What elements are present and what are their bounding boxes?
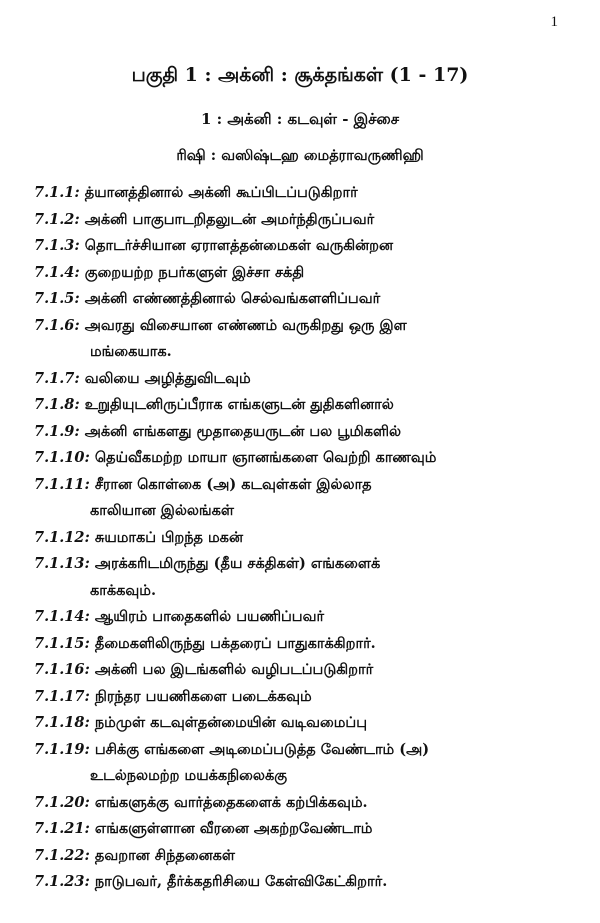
verse-number: 7.1.8:: [34, 396, 80, 413]
verse-continuation: மங்கையாக.: [90, 343, 172, 360]
verse-item: [34, 445, 582, 472]
verse-item: [34, 180, 582, 207]
verse-text: அவரது விசையான எண்ணம் வருகிறது ஒரு இள: [84, 316, 407, 334]
verse-text: த்யானத்தினால் அக்னி கூப்பிடப்படுகிறார்: [84, 184, 358, 201]
verse-item: [34, 604, 582, 631]
verse-text: நிரந்தர பயணிகளை படைக்கவும்: [94, 687, 312, 705]
verse-text: எங்களுள்ளான வீரனை அகற்றவேண்டாம்: [94, 820, 373, 837]
verse-number: 7.1.19:: [34, 740, 90, 758]
verse-number: 7.1.7:: [34, 369, 80, 387]
verse-continuation: காலியான இல்லங்கள்: [90, 502, 234, 519]
verse-number: 7.1.5:: [34, 290, 80, 307]
verse-text: அரக்கரிடமிருந்து (தீய சக்திகள்) எங்களைக்: [94, 555, 381, 572]
verse-item: [34, 207, 582, 234]
verse-number: 7.1.4:: [34, 263, 80, 281]
verse-number: 7.1.2:: [34, 210, 80, 228]
verse-number: 7.1.23:: [34, 873, 90, 890]
verse-number: 7.1.3:: [34, 237, 80, 254]
verse-item: [34, 710, 582, 737]
verse-number: 7.1.16:: [34, 661, 90, 678]
verse-text: தெய்வீகமற்ற மாயா ஞானங்களை வெற்றி காணவும்: [94, 449, 437, 466]
verse-number: 7.1.10:: [34, 449, 90, 466]
verse-text: தீமைகளிலிருந்து பக்தரைப் பாதுகாக்கிறார்.: [94, 634, 376, 652]
hymn-subtitle: 1 : அக்னி : கடவுள் - இச்சை: [200, 110, 400, 128]
verse-item: [34, 286, 582, 313]
verse-number: 7.1.6:: [34, 316, 80, 334]
verse-text: அக்னி பல இடங்களில் வழிபடப்படுகிறார்: [94, 661, 374, 678]
verse-number: 7.1.12:: [34, 528, 90, 546]
page-number: 1: [550, 14, 558, 30]
verse-item: [34, 260, 582, 287]
verse-item: [34, 790, 582, 817]
verse-number: 7.1.11:: [34, 475, 90, 493]
verse-text: தொடர்ச்சியான ஏராளத்தன்மைகள் வருகின்றன: [84, 237, 394, 254]
verse-text: சுயமாகப் பிறந்த மகன்: [94, 528, 244, 546]
verse-item: [34, 551, 582, 604]
verse-text: தவறான சிந்தனைகள்: [94, 846, 235, 864]
verse-text: நம்முள் கடவுள்தன்மையின் வடிவமைப்பு: [94, 714, 368, 731]
verse-item: [34, 419, 582, 446]
verse-number: 7.1.15:: [34, 634, 90, 652]
verse-item: [34, 392, 582, 419]
verse-number: 7.1.14:: [34, 608, 90, 625]
page-title: பகுதி 1 : அக்னி : சூக்தங்கள் (1 - 17): [131, 64, 469, 86]
verse-number: 7.1.18:: [34, 714, 90, 731]
verse-text: உறுதியுடனிருப்பீராக எங்களுடன் துதிகளினால்: [84, 396, 394, 413]
verse-item: [34, 869, 582, 896]
verse-item: [34, 233, 582, 260]
verse-item: [34, 816, 582, 843]
verse-number: 7.1.1:: [34, 184, 80, 201]
verse-text: சீரான கொள்கை (அ) கடவுள்கள் இல்லாத: [94, 475, 372, 493]
verse-text: பசிக்கு எங்களை அடிமைப்படுத்த வேண்டாம் (அ): [94, 740, 430, 758]
verse-number: 7.1.22:: [34, 846, 90, 864]
verse-text: வலியை அழித்துவிடவும்: [84, 369, 251, 387]
rishi-line: ரிஷி : வஸிஷ்டஹ மைத்ராவருணிஹி: [176, 147, 424, 164]
verse-item: [34, 684, 582, 711]
verse-text: அக்னி எங்களது மூதாதையருடன் பல பூமிகளில்: [84, 422, 402, 440]
verse-number: 7.1.17:: [34, 687, 90, 705]
verse-item: [34, 313, 582, 366]
verse-continuation: உடல்நலமற்ற மயக்கநிலைக்கு: [90, 767, 288, 784]
verse-text: எங்களுக்கு வார்த்தைகளைக் கற்பிக்கவும்.: [94, 793, 368, 811]
verse-list: [34, 180, 582, 896]
verse-item: [34, 657, 582, 684]
verse-item: [34, 525, 582, 552]
verse-item: [34, 472, 582, 525]
verse-item: [34, 843, 582, 870]
verse-continuation: காக்கவும்.: [90, 581, 156, 599]
verse-text: குறையற்ற நபர்களுள் இச்சா சக்தி: [84, 263, 305, 281]
verse-number: 7.1.20:: [34, 793, 90, 811]
verse-item: [34, 366, 582, 393]
verse-text: அக்னி பாகுபாடறிதலுடன் அமர்ந்திருப்பவர்: [84, 210, 375, 228]
verse-number: 7.1.9:: [34, 422, 80, 440]
verse-text: ஆயிரம் பாதைகளில் பயணிப்பவர்: [94, 608, 325, 625]
verse-item: [34, 737, 582, 790]
verse-item: [34, 631, 582, 658]
verse-number: 7.1.13:: [34, 555, 90, 572]
verse-number: 7.1.21:: [34, 820, 90, 837]
verse-text: நாடுபவர், தீர்க்கதரிசியை கேள்விகேட்கிறார்.: [94, 873, 388, 890]
verse-text: அக்னி எண்ணத்தினால் செல்வங்களளிப்பவர்: [84, 290, 381, 307]
